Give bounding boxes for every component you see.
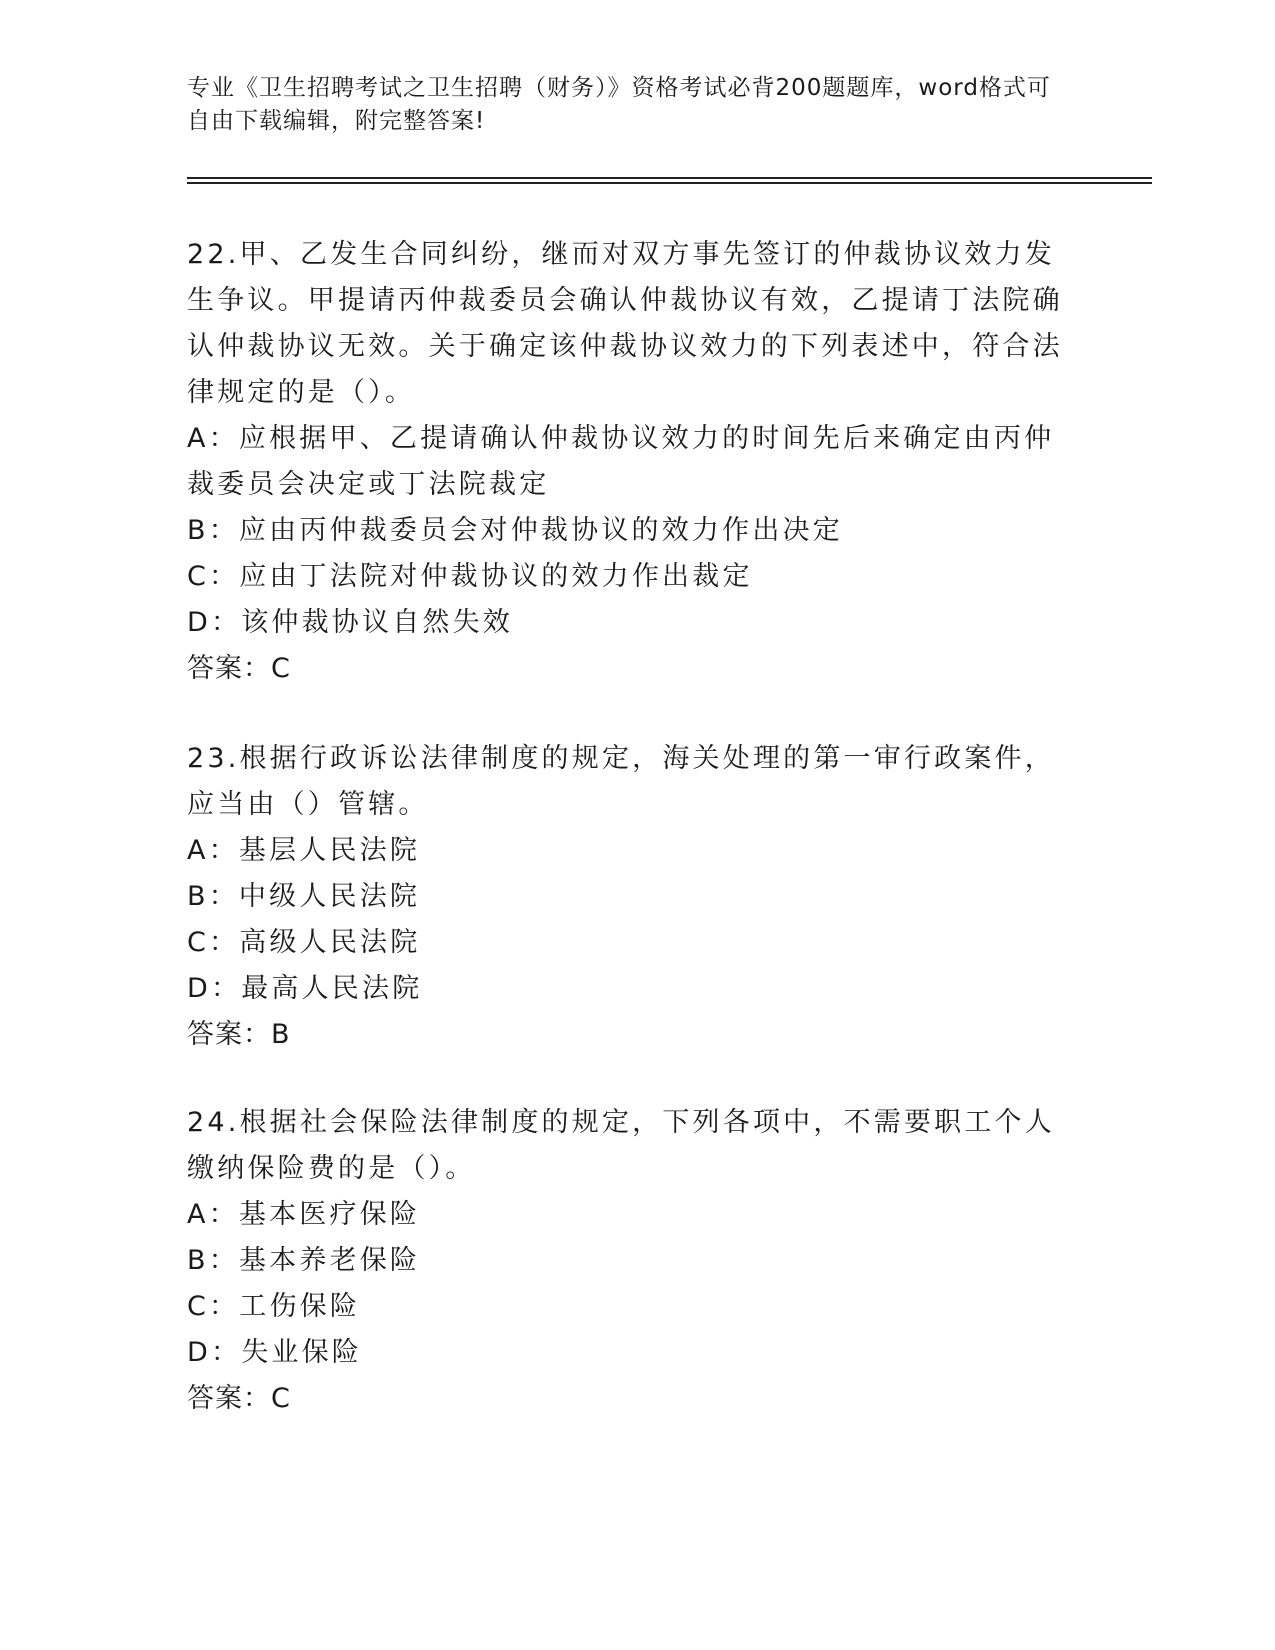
option-b: B：应由丙仲裁委员会对仲裁协议的效力作出决定 xyxy=(187,515,843,546)
option-d: D：失业保险 xyxy=(187,1337,362,1368)
option-a: A：基本医疗保险 xyxy=(187,1199,421,1230)
answer: 答案：C xyxy=(187,1383,291,1414)
question-stem: 24.根据社会保险法律制度的规定，下列各项中，不需要职工个人缴纳保险费的是（）。 xyxy=(187,1107,1055,1184)
option-d: D：该仲裁协议自然失效 xyxy=(187,607,513,638)
option-c: C：高级人民法院 xyxy=(187,927,421,958)
question-24 xyxy=(187,1100,1077,1422)
option-d: D：最高人民法院 xyxy=(187,973,423,1004)
option-a: A：基层人民法院 xyxy=(187,835,421,866)
header-divider-top xyxy=(187,177,1152,179)
answer: 答案：B xyxy=(187,1019,291,1050)
document-header: 专业《卫生招聘考试之卫生招聘（财务）》资格考试必背200题题库，word格式可自由下载编辑，附完整答案! xyxy=(187,75,1051,134)
option-b: B：基本养老保险 xyxy=(187,1245,421,1276)
option-a: A：应根据甲、乙提请确认仲裁协议效力的时间先后来确定由丙仲裁委员会决定或丁法院裁定 xyxy=(187,423,1055,500)
question-22 xyxy=(187,232,1077,692)
header-divider-bottom xyxy=(187,182,1152,184)
answer: 答案：C xyxy=(187,653,291,684)
option-c: C：应由丁法院对仲裁协议的效力作出裁定 xyxy=(187,561,753,592)
question-stem: 23.根据行政诉讼法律制度的规定，海关处理的第一审行政案件，应当由（）管辖。 xyxy=(187,743,1055,820)
option-b: B：中级人民法院 xyxy=(187,881,421,912)
question-23 xyxy=(187,736,1077,1058)
question-stem: 22.甲、乙发生合同纠纷，继而对双方事先签订的仲裁协议效力发生争议。甲提请丙仲裁委员会确认仲裁协议有效，乙提请丁法院确认仲裁协议无效。关于确定该仲裁协议效力的下列表述中，符合法律规定的是（）。 xyxy=(187,239,1063,408)
option-c: C：工伤保险 xyxy=(187,1291,361,1322)
